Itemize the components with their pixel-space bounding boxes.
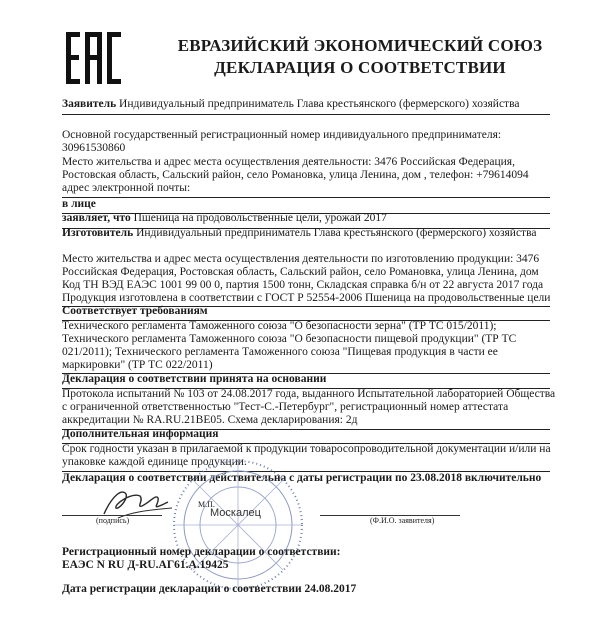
basis-line: аккредитации № RA.RU.21BE05. Схема декларирования: 2д <box>62 414 358 426</box>
basis-label: Декларация о соответствии принята на основании <box>62 373 327 385</box>
product-name: Пшеница на продовольственные цели, урожай 2017 <box>133 212 387 224</box>
basis-line: с ограниченной ответственностью "Тест-С.-Петербург", регистрационный номер аттестата <box>62 401 509 413</box>
eac-logo <box>64 30 124 86</box>
applicant-email: адрес электронной почты: <box>62 182 191 194</box>
product-code-line: Код ТН ВЭД ЕАЭС 1001 99 00 0, партия 1500 тонн, Складская справка б/н от 22 августа 2017 года <box>62 279 544 291</box>
manufacturer-label: Изготовитель <box>62 227 134 239</box>
declares-label: заявляет, что <box>62 212 131 224</box>
reg-line: Основной государственный регистрационный номер индивидуального предпринимателя: <box>62 129 502 141</box>
applicant-address-1: Место жительства и адрес места осуществления деятельности: 3476 Российская Федерация, <box>62 156 515 168</box>
declaration-title: ДЕКЛАРАЦИЯ О СООТВЕТСТВИИ <box>214 58 506 77</box>
stamp-name: Москалец <box>210 507 261 519</box>
requirement-line: Технического регламента Таможенного союза "О безопасности пищевой продукции" (ТР ТС <box>62 333 517 345</box>
manufacturer-address-2: Российская Федерация, Ростовская область, Сальский район, село Романовка, улица Ленина, дом <box>62 266 539 278</box>
registration-date: Дата регистрации декларации о соответствии 24.08.2017 <box>62 583 357 595</box>
signature-caption: (подпись) <box>96 516 130 525</box>
requirement-line: маркировки" (ТР ТС 022/2011) <box>62 359 213 371</box>
applicant-name: Индивидуальный предприниматель Глава крестьянского (фермерского) хозяйства <box>119 98 520 110</box>
standard-line: Продукция изготовлена в соответствии с ГОСТ Р 52554-2006 Пшеница на продовольственные цели <box>62 292 551 304</box>
additional-label: Дополнительная информация <box>62 428 219 440</box>
validity-text: Декларация о соответствии действительна с даты регистрации по 23.08.2018 включительно <box>62 472 542 484</box>
divider <box>62 197 550 198</box>
name-caption: (Ф.И.О. заявителя) <box>370 516 435 525</box>
person-label: в лице <box>62 198 96 210</box>
applicant-label: Заявитель <box>62 98 117 110</box>
applicant-row <box>62 98 519 112</box>
requirement-line: Технического регламента Таможенного союза "О безопасности зерна" (ТР ТС 015/2011); <box>62 320 497 332</box>
additional-line: упаковке каждой единице продукции. <box>62 456 247 468</box>
reg-number-label: Регистрационный номер декларации о соответствии: <box>62 546 341 558</box>
declares-row <box>62 212 387 226</box>
reg-number: 30961530860 <box>62 142 126 154</box>
requirement-line: 021/2011); Технического регламента Таможенного союза "Пищевая продукция в части ее <box>62 346 498 358</box>
mp-label: М.П. <box>198 500 215 509</box>
additional-line: Срок годности указан в прилагаемой к продукции товаросопроводительной документации и/или на <box>62 443 551 455</box>
union-title: ЕВРАЗИЙСКИЙ ЭКОНОМИЧЕСКИЙ СОЮЗ <box>177 36 543 55</box>
manufacturer-name: Индивидуальный предприниматель Глава крестьянского (фермерского) хозяйства <box>136 227 537 239</box>
requirements-label: Соответствует требованиям <box>62 305 208 317</box>
manufacturer-address-1: Место жительства и адрес места осуществления деятельности по изготовлению продукции: 3476 <box>62 253 540 265</box>
declaration-number: ЕАЭС N RU Д-RU.АГ61.А.19425 <box>62 559 229 571</box>
official-stamp <box>168 455 308 595</box>
divider <box>62 114 550 115</box>
basis-line: Протокола испытаний № 103 от 24.08.2017 года, выданного Испытательной лабораторией Общества <box>62 388 556 400</box>
manufacturer-row <box>62 227 536 241</box>
applicant-address-2: Ростовская область, Сальский район, село Романовка, улица Ленина, дом , телефон: +79614094 <box>62 169 529 181</box>
